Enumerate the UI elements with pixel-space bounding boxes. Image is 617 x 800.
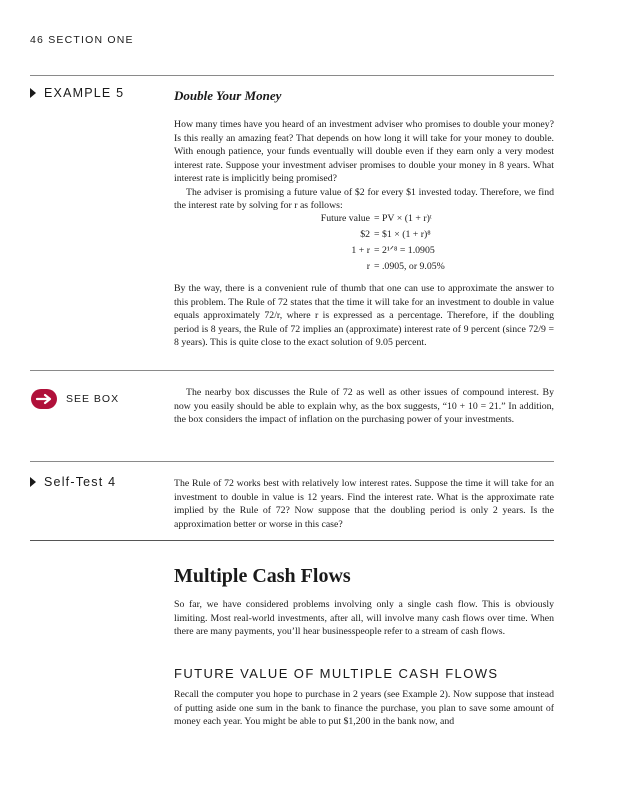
self-test-body	[174, 477, 554, 531]
divider	[30, 461, 554, 462]
divider	[30, 370, 554, 371]
example-paragraph-2: The adviser is promising a future value of $2 for every $1 invested today. Therefore, we find the interest rate by solving for r as follows:	[174, 186, 554, 211]
see-box-arrow-icon	[30, 388, 58, 410]
equation-4-rhs: = .0905, or 9.05%	[374, 261, 445, 272]
section-body-2	[174, 688, 554, 729]
self-test-paragraph: The Rule of 72 works best with relatively low interest rates. Suppose the time it will take for an investment to double in value is 12 years. Find the interest rate. What is the approximate rate implied by the Rule of 72? Now suppose that the doubling period is only 2 years. Is the approximation better or worse in this case?	[174, 478, 554, 530]
self-test-label	[30, 475, 116, 489]
equation-3-lhs: 1 + r	[351, 245, 370, 256]
equation-1-rhs: = PV × (1 + r)ᵗ	[374, 213, 432, 224]
equation-3-rhs: = 2¹ᐟ⁸ = 1.0905	[374, 245, 435, 256]
divider	[30, 540, 554, 541]
see-box-label-text: SEE BOX	[66, 393, 120, 405]
equation-block	[250, 212, 550, 272]
equation-4-lhs: r	[366, 261, 370, 272]
example-body	[174, 118, 554, 213]
triangle-marker-icon	[30, 477, 36, 487]
section-subheading: FUTURE VALUE OF MULTIPLE CASH FLOWS	[174, 666, 499, 681]
equation-2-rhs: = $1 × (1 + r)⁸	[374, 229, 431, 240]
equation-1-lhs: Future value	[320, 213, 370, 224]
example-paragraph-1: How many times have you heard of an investment adviser who promises to double your money? Is this really an amazing feat? That depends on how long it will take for your money to double. With enough patience, your funds eventually will double even if they earn only a very modest interest rate. Suppose your investment adviser promises to double your money in 8 years. What interest rate is implicitly being promised?	[174, 119, 554, 184]
triangle-marker-icon	[30, 88, 36, 98]
example-title: Double Your Money	[174, 88, 282, 103]
section-paragraph-1: So far, we have considered problems involving only a single cash flow. This is obviously limiting. Most real-world investments, after all, will involve many cash flows over time. When there are many payments, you’ll hear businesspeople refer to a stream of cash flows.	[174, 599, 554, 637]
divider	[30, 75, 554, 76]
example-label	[30, 86, 124, 100]
self-test-label-text: Self-Test 4	[44, 475, 117, 489]
section-heading: Multiple Cash Flows	[174, 565, 351, 587]
see-box-label	[30, 388, 119, 410]
section-paragraph-2: Recall the computer you hope to purchase in 2 years (see Example 2). Now suppose that instead of putting aside one sum in the bank to finance the purchase, you plan to save some amount of money each year. You might be able to put $1,200 in the bank now, and	[174, 689, 554, 727]
section-body	[174, 598, 554, 639]
see-box-body	[174, 386, 554, 427]
example-body-continued	[174, 282, 554, 350]
equation-2-lhs: $2	[360, 229, 370, 240]
see-box-paragraph: The nearby box discusses the Rule of 72 as well as other issues of compound interest. By now you easily should be able to explain why, as the box suggests, “10 + 10 = 21.” In addition, the box considers the impact of inflation on the purchasing power of your investments.	[174, 387, 554, 425]
example-paragraph-3: By the way, there is a convenient rule of thumb that one can use to approximate the answer to this problem. The Rule of 72 states that the time it will take for an investment to double in value equals approximately 72/r, where r is expressed as a percentage. Therefore, if the doubling period is 8 years, the Rule of 72 implies an (approximate) interest rate of 9 percent (since 72/9 = 8 years). This is quite close to the exact solution of 9.05 percent.	[174, 283, 554, 348]
example-label-text: EXAMPLE 5	[44, 86, 125, 100]
page-header: 46 SECTION ONE	[30, 34, 134, 46]
